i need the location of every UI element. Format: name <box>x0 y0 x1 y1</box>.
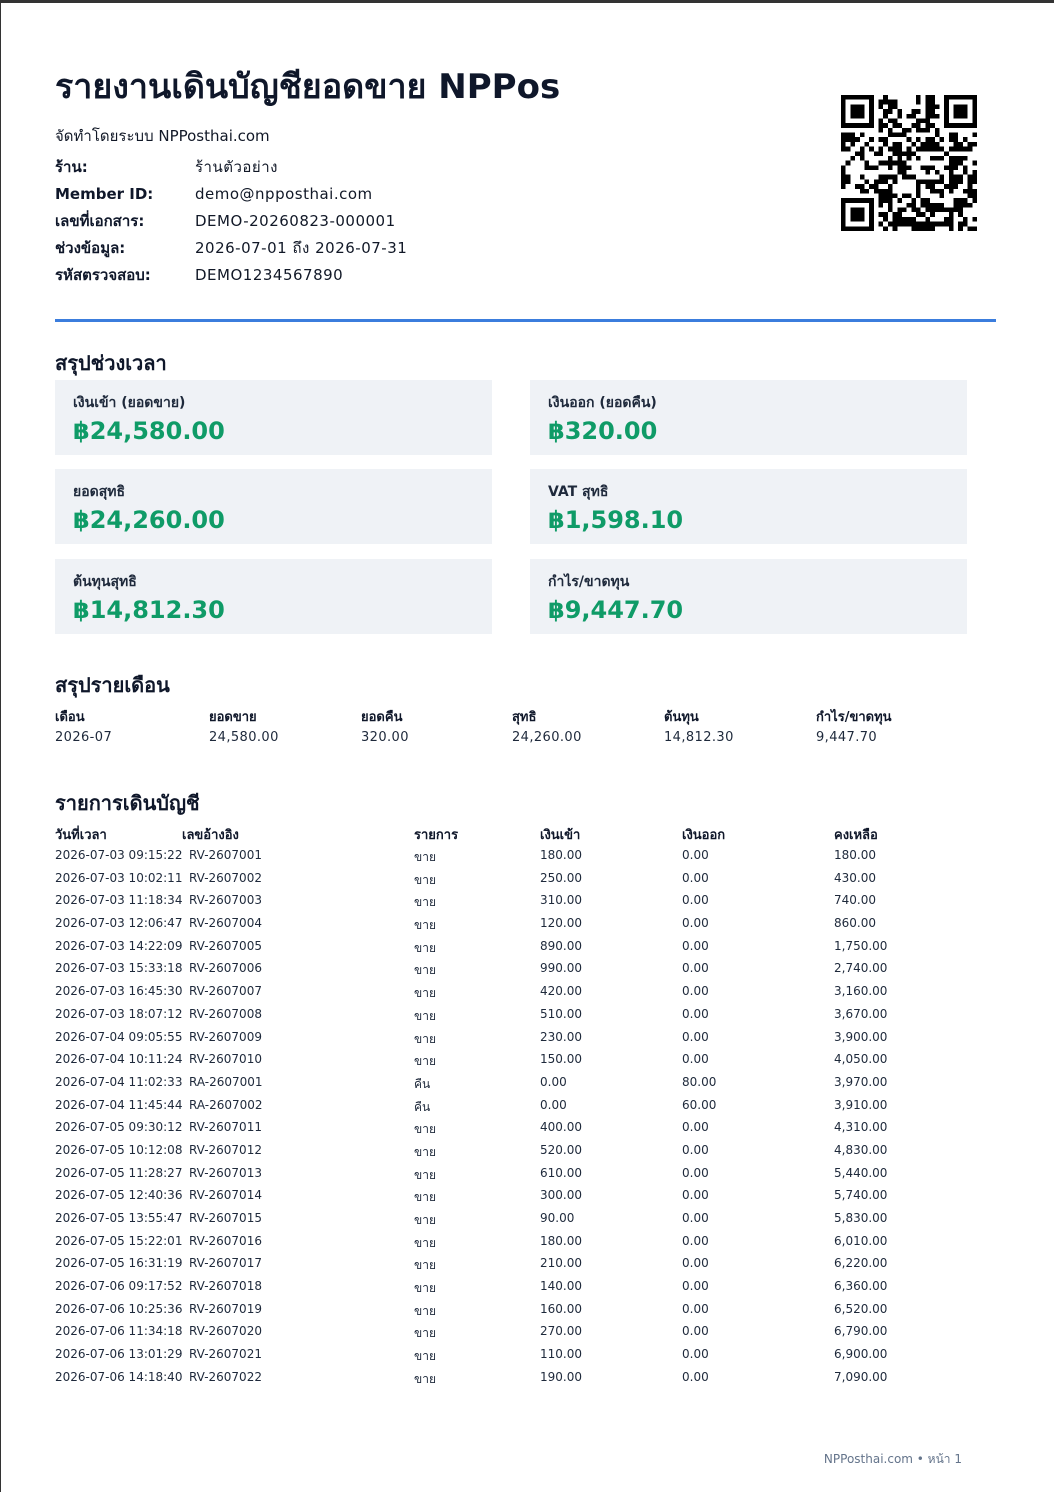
page-footer: NPPosthai.com • หน้า 1 <box>823 1452 962 1466</box>
meta-value: demo@npposthai.com <box>195 184 373 203</box>
table-cell: 0.00 <box>682 1369 709 1384</box>
table-cell: RV-2607008 <box>189 1006 262 1021</box>
table-cell: 2026-07-05 11:28:27 <box>55 1165 183 1180</box>
table-cell: 2026-07-06 10:25:36 <box>55 1301 183 1316</box>
table-cell: 0.00 <box>682 1256 709 1271</box>
card-value: ฿9,447.70 <box>548 596 684 624</box>
table-cell: 0.00 <box>682 1233 709 1248</box>
table-cell: RV-2607017 <box>189 1256 262 1271</box>
table-cell: 5,740.00 <box>834 1188 888 1203</box>
meta-value: DEMO-20260823-000001 <box>195 211 396 230</box>
table-cell: RV-2607007 <box>189 984 262 999</box>
table-cell: RV-2607019 <box>189 1301 262 1316</box>
table-cell: 2026-07-04 11:45:44 <box>55 1097 183 1112</box>
table-cell: 140.00 <box>540 1279 582 1294</box>
table-cell: RV-2607022 <box>189 1369 262 1384</box>
table-row <box>55 1188 975 1211</box>
table-row <box>55 1211 975 1234</box>
table-cell: 2026-07-06 09:17:52 <box>55 1279 183 1294</box>
table-cell: ขาย <box>414 1349 436 1364</box>
table-cell: 2026-07-03 09:15:22 <box>55 848 183 862</box>
card-label: ต้นทุนสุทธิ <box>73 574 137 590</box>
table-row <box>55 1052 975 1075</box>
table-cell: 6,010.00 <box>834 1233 888 1248</box>
card-label: กำไร/ขาดทุน <box>548 574 630 590</box>
table-cell: ขาย <box>414 1235 436 1250</box>
table-cell: 1,750.00 <box>834 938 888 953</box>
table-cell: RV-2607013 <box>189 1165 262 1180</box>
table-cell: 2026-07-03 14:22:09 <box>55 938 183 953</box>
ledger-table-body <box>55 848 975 1393</box>
table-cell: 2026-07-03 11:18:34 <box>55 893 183 908</box>
table-row <box>55 1256 975 1279</box>
table-cell: 80.00 <box>682 1074 717 1089</box>
table-row <box>55 730 975 754</box>
table-cell: 320.00 <box>361 730 409 745</box>
table-cell: 6,790.00 <box>834 1324 888 1339</box>
table-cell: ขาย <box>414 1190 436 1205</box>
table-cell: 4,050.00 <box>834 1052 888 1067</box>
table-cell: 7,090.00 <box>834 1369 888 1384</box>
card-value: ฿1,598.10 <box>548 506 684 534</box>
card-label: เงินออก (ยอดคืน) <box>548 395 657 411</box>
table-cell: 60.00 <box>682 1097 717 1112</box>
table-cell: 110.00 <box>540 1347 582 1362</box>
table-cell: RV-2607010 <box>189 1052 262 1067</box>
table-cell: RV-2607001 <box>189 848 262 862</box>
table-cell: 180.00 <box>834 848 876 862</box>
table-cell: 0.00 <box>682 1188 709 1203</box>
table-cell: ขาย <box>414 1122 436 1137</box>
table-cell: 0.00 <box>540 1074 567 1089</box>
table-cell: 3,670.00 <box>834 1006 888 1021</box>
table-cell: RV-2607006 <box>189 961 262 976</box>
column-header: รายการ <box>414 828 459 843</box>
report-meta <box>55 153 575 288</box>
table-cell: RV-2607015 <box>189 1211 262 1225</box>
table-cell: 300.00 <box>540 1188 582 1203</box>
table-cell: 740.00 <box>834 893 876 908</box>
table-cell: 2026-07-05 13:55:47 <box>55 1211 183 1225</box>
table-row <box>55 893 975 916</box>
table-cell: 2026-07 <box>55 730 113 745</box>
table-cell: 24,580.00 <box>209 730 279 745</box>
column-header: กำไร/ขาดทุน <box>816 710 892 725</box>
table-cell: 4,310.00 <box>834 1120 888 1135</box>
table-cell: 270.00 <box>540 1324 582 1339</box>
table-cell: 14,812.30 <box>664 730 734 745</box>
column-header: เลขอ้างอิง <box>182 828 239 843</box>
table-cell: 5,830.00 <box>834 1211 888 1225</box>
table-cell: 2026-07-03 15:33:18 <box>55 961 183 976</box>
table-cell: 2026-07-03 12:06:47 <box>55 916 183 931</box>
table-row <box>55 1234 975 1257</box>
meta-key: เลขที่เอกสาร: <box>55 211 145 230</box>
table-cell: RV-2607009 <box>189 1029 262 1044</box>
table-cell: 6,220.00 <box>834 1256 888 1271</box>
table-cell: 160.00 <box>540 1301 582 1316</box>
table-cell: ขาย <box>414 850 436 864</box>
table-cell: RV-2607018 <box>189 1279 262 1294</box>
table-cell: 150.00 <box>540 1052 582 1067</box>
table-cell: 210.00 <box>540 1256 582 1271</box>
qr-code-icon <box>841 95 977 231</box>
table-cell: 24,260.00 <box>512 730 582 745</box>
table-cell: 520.00 <box>540 1142 582 1157</box>
table-cell: 120.00 <box>540 916 582 931</box>
table-cell: 0.00 <box>682 893 709 908</box>
table-row <box>55 1143 975 1166</box>
table-row <box>55 939 975 962</box>
table-cell: 2026-07-05 09:30:12 <box>55 1120 183 1135</box>
column-header: ยอดขาย <box>209 710 257 725</box>
table-row <box>55 1370 975 1393</box>
table-cell: RV-2607003 <box>189 893 262 908</box>
table-cell: ขาย <box>414 1144 436 1159</box>
table-cell: 2026-07-05 12:40:36 <box>55 1188 183 1203</box>
meta-key: ช่วงข้อมูล: <box>55 238 126 257</box>
column-header: ยอดคืน <box>361 710 403 725</box>
table-row <box>55 1279 975 1302</box>
meta-row-shop <box>55 153 575 180</box>
table-cell: 180.00 <box>540 1233 582 1248</box>
table-cell: ขาย <box>414 1031 436 1046</box>
table-cell: 4,830.00 <box>834 1142 888 1157</box>
table-cell: 2026-07-03 18:07:12 <box>55 1006 183 1021</box>
table-cell: คืน <box>414 1099 431 1114</box>
table-cell: 3,970.00 <box>834 1074 888 1089</box>
card-value: ฿24,580.00 <box>73 417 225 445</box>
table-cell: 990.00 <box>540 961 582 976</box>
card-label: เงินเข้า (ยอดขาย) <box>73 395 186 411</box>
table-cell: 0.00 <box>682 870 709 885</box>
summary-card-net <box>55 469 492 544</box>
table-cell: RA-2607001 <box>189 1074 263 1089</box>
summary-section-title: สรุปช่วงเวลา <box>55 351 167 375</box>
table-cell: 90.00 <box>540 1211 575 1225</box>
monthly-table <box>55 706 975 754</box>
column-header: ต้นทุน <box>664 710 699 725</box>
column-header: เดือน <box>55 710 85 725</box>
meta-row-date-range <box>55 234 575 261</box>
summary-card-outflow <box>530 380 967 455</box>
column-header: คงเหลือ <box>834 828 878 843</box>
table-cell: 6,360.00 <box>834 1279 888 1294</box>
monthly-section-title: สรุปรายเดือน <box>55 673 170 697</box>
table-cell: 230.00 <box>540 1029 582 1044</box>
table-cell: RV-2607002 <box>189 870 262 885</box>
table-cell: 3,910.00 <box>834 1097 888 1112</box>
table-cell: 0.00 <box>682 848 709 862</box>
report-subtitle: จัดทำโดยระบบ NPPosthai.com <box>55 127 270 145</box>
table-cell: 0.00 <box>540 1097 567 1112</box>
table-cell: 510.00 <box>540 1006 582 1021</box>
ledger-section-title: รายการเดินบัญชี <box>55 791 200 815</box>
table-cell: ขาย <box>414 918 436 933</box>
column-header: เงินออก <box>682 828 726 843</box>
table-cell: 0.00 <box>682 938 709 953</box>
table-cell: 2026-07-03 16:45:30 <box>55 984 183 999</box>
table-cell: 0.00 <box>682 961 709 976</box>
table-row <box>55 1098 975 1121</box>
table-cell: 430.00 <box>834 870 876 885</box>
table-cell: ขาย <box>414 963 436 978</box>
table-row <box>55 1324 975 1347</box>
table-cell: ขาย <box>414 1167 436 1182</box>
table-cell: 0.00 <box>682 1211 709 1225</box>
table-cell: 0.00 <box>682 1029 709 1044</box>
table-cell: ขาย <box>414 895 436 910</box>
table-cell: ขาย <box>414 872 436 887</box>
table-cell: 2026-07-05 10:12:08 <box>55 1142 183 1157</box>
table-cell: RV-2607005 <box>189 938 262 953</box>
meta-row-document-no <box>55 207 575 234</box>
meta-key: รหัสตรวจสอบ: <box>55 265 151 284</box>
table-cell: ขาย <box>414 1054 436 1069</box>
meta-value: ร้านตัวอย่าง <box>195 157 278 176</box>
ledger-table <box>55 824 975 1393</box>
table-cell: RV-2607021 <box>189 1347 262 1362</box>
table-cell: 890.00 <box>540 938 582 953</box>
table-cell: 190.00 <box>540 1369 582 1384</box>
meta-value: DEMO1234567890 <box>195 265 344 284</box>
table-cell: ขาย <box>414 1008 436 1023</box>
table-cell: ขาย <box>414 1326 436 1341</box>
table-cell: 0.00 <box>682 1279 709 1294</box>
table-cell: 0.00 <box>682 916 709 931</box>
table-cell: ขาย <box>414 1258 436 1273</box>
meta-row-member-id <box>55 180 575 207</box>
monthly-table-header <box>55 706 975 730</box>
summary-card-profit <box>530 559 967 634</box>
summary-card-vat <box>530 469 967 544</box>
table-cell: 6,900.00 <box>834 1347 888 1362</box>
table-row <box>55 1007 975 1030</box>
ledger-table-header <box>55 824 975 848</box>
column-header: วันที่เวลา <box>55 828 107 843</box>
table-cell: 2026-07-04 11:02:33 <box>55 1074 183 1089</box>
table-cell: ขาย <box>414 986 436 1001</box>
column-header: สุทธิ <box>512 710 537 725</box>
table-cell: 0.00 <box>682 1301 709 1316</box>
table-cell: 9,447.70 <box>816 730 878 745</box>
table-cell: 250.00 <box>540 870 582 885</box>
card-value: ฿320.00 <box>548 417 658 445</box>
table-cell: 2026-07-06 11:34:18 <box>55 1324 183 1339</box>
table-cell: 2026-07-03 10:02:11 <box>55 870 183 885</box>
table-cell: 610.00 <box>540 1165 582 1180</box>
table-cell: 0.00 <box>682 1165 709 1180</box>
table-cell: RV-2607011 <box>189 1120 262 1135</box>
table-cell: ขาย <box>414 1303 436 1318</box>
table-cell: 2026-07-06 14:18:40 <box>55 1369 183 1384</box>
table-row <box>55 1302 975 1325</box>
table-cell: 0.00 <box>682 1347 709 1362</box>
table-cell: RV-2607004 <box>189 916 262 931</box>
table-cell: 0.00 <box>682 1142 709 1157</box>
report-title: รายงานเดินบัญชียอดขาย NPPos <box>55 67 561 107</box>
table-cell: 2026-07-05 15:22:01 <box>55 1233 183 1248</box>
table-cell: RA-2607002 <box>189 1097 263 1112</box>
summary-card-income <box>55 380 492 455</box>
table-row <box>55 1030 975 1053</box>
table-row <box>55 1166 975 1189</box>
table-cell: ขาย <box>414 1213 436 1227</box>
table-row <box>55 848 975 871</box>
table-row <box>55 916 975 939</box>
table-cell: 310.00 <box>540 893 582 908</box>
table-row <box>55 961 975 984</box>
table-cell: คืน <box>414 1076 431 1091</box>
table-cell: RV-2607016 <box>189 1233 262 1248</box>
card-value: ฿24,260.00 <box>73 506 225 534</box>
table-cell: RV-2607012 <box>189 1142 262 1157</box>
table-cell: 0.00 <box>682 1120 709 1135</box>
table-cell: 3,900.00 <box>834 1029 888 1044</box>
table-row <box>55 1347 975 1370</box>
table-cell: RV-2607020 <box>189 1324 262 1339</box>
table-cell: 420.00 <box>540 984 582 999</box>
card-label: ยอดสุทธิ <box>73 484 126 500</box>
table-row <box>55 871 975 894</box>
table-cell: 180.00 <box>540 848 582 862</box>
table-cell: 6,520.00 <box>834 1301 888 1316</box>
table-cell: 5,440.00 <box>834 1165 888 1180</box>
table-cell: 2,740.00 <box>834 961 888 976</box>
table-cell: 860.00 <box>834 916 876 931</box>
meta-value: 2026-07-01 ถึง 2026-07-31 <box>195 238 408 257</box>
table-cell: 2026-07-04 10:11:24 <box>55 1052 183 1067</box>
table-cell: 0.00 <box>682 1006 709 1021</box>
table-cell: ขาย <box>414 1281 436 1296</box>
table-cell: 2026-07-04 09:05:55 <box>55 1029 183 1044</box>
table-row <box>55 1075 975 1098</box>
meta-row-verify-code <box>55 261 575 288</box>
table-cell: 3,160.00 <box>834 984 888 999</box>
card-value: ฿14,812.30 <box>73 596 225 624</box>
meta-key: ร้าน: <box>55 157 88 176</box>
table-cell: 0.00 <box>682 1324 709 1339</box>
column-header: เงินเข้า <box>540 828 581 843</box>
table-cell: 0.00 <box>682 984 709 999</box>
table-row <box>55 1120 975 1143</box>
table-cell: 2026-07-06 13:01:29 <box>55 1347 183 1362</box>
table-cell: 0.00 <box>682 1052 709 1067</box>
meta-key: Member ID: <box>55 184 154 203</box>
table-cell: ขาย <box>414 940 436 955</box>
summary-card-cost <box>55 559 492 634</box>
table-cell: 2026-07-05 16:31:19 <box>55 1256 183 1271</box>
table-cell: 400.00 <box>540 1120 582 1135</box>
card-label: VAT สุทธิ <box>548 484 609 500</box>
table-row <box>55 984 975 1007</box>
table-cell: ขาย <box>414 1371 436 1386</box>
header-divider <box>55 319 996 322</box>
table-cell: RV-2607014 <box>189 1188 262 1203</box>
